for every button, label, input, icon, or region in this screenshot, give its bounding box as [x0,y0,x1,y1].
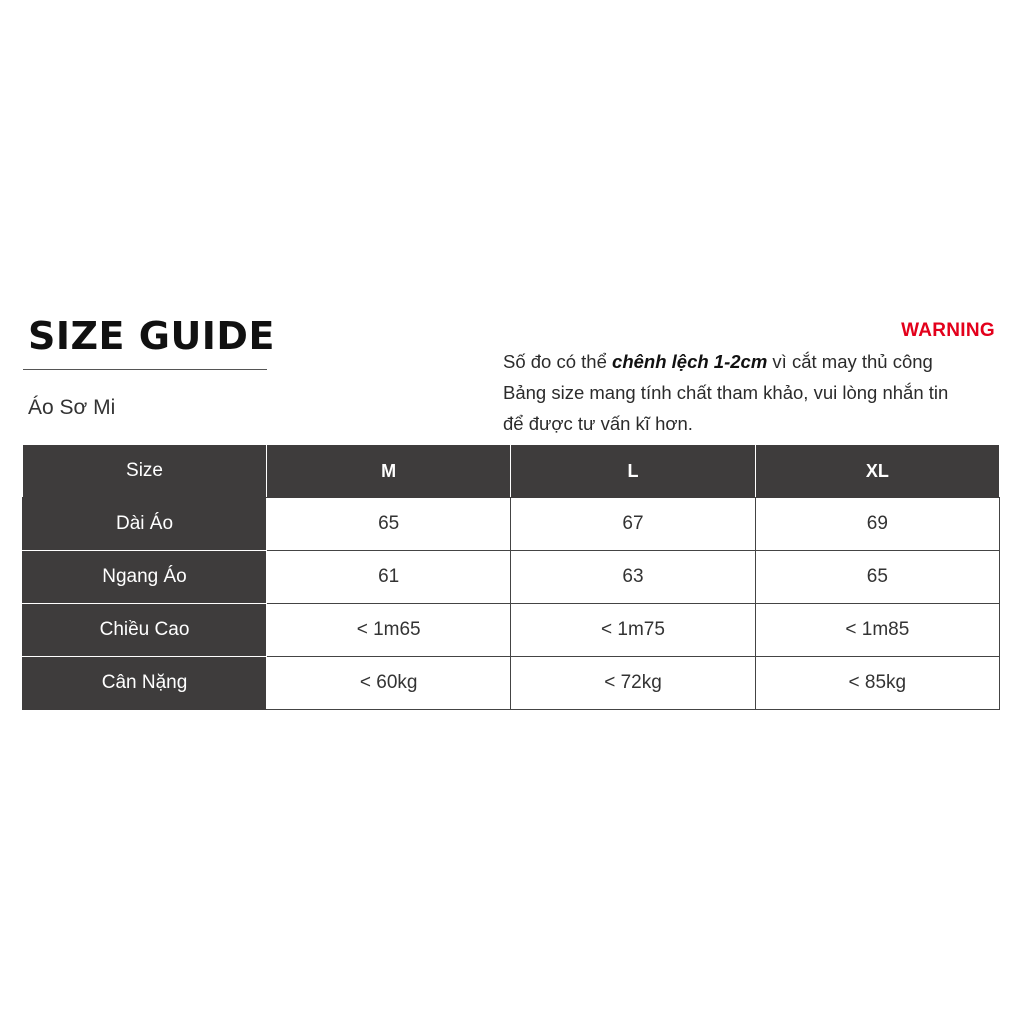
size-xl-header: XL [755,445,999,498]
warning-label: WARNING [901,320,995,341]
table-cell: < 1m65 [267,604,511,657]
size-m-header: M [267,445,511,498]
table-row [23,498,1000,551]
table-cell: < 1m85 [755,604,999,657]
table-row [23,604,1000,657]
product-name: Áo Sơ Mi [28,396,116,419]
row-label: Cân Nặng [23,657,267,710]
table-row [23,657,1000,710]
table-cell: 61 [267,551,511,604]
warning-line-3: để được tư vấn kĩ hơn. [503,413,693,434]
page-title: SIZE GUIDE [28,314,275,358]
table-cell: 63 [511,551,755,604]
row-label: Ngang Áo [23,551,267,604]
table-cell: 65 [755,551,999,604]
size-column-header: Size [23,445,267,498]
row-label: Chiều Cao [23,604,267,657]
row-label: Dài Áo [23,498,267,551]
table-cell: < 60kg [267,657,511,710]
table-cell: < 1m75 [511,604,755,657]
warning-line-1 [503,346,1003,377]
warning-line-1-start: Số đo có thể [503,351,613,372]
table-cell: 69 [755,498,999,551]
table-header-row [23,445,1000,498]
title-divider [23,369,267,370]
table-row [23,551,1000,604]
table-cell: 65 [267,498,511,551]
size-l-header: L [511,445,755,498]
warning-emphasis: chênh lệch 1-2cm [612,351,768,372]
warning-line-1-end: vì cắt may thủ công [767,351,933,372]
table-cell: 67 [511,498,755,551]
warning-block [495,318,995,344]
table-cell: < 85kg [755,657,999,710]
size-table [22,444,1000,710]
table-cell: < 72kg [511,657,755,710]
warning-line-2: Bảng size mang tính chất tham khảo, vui lòng nhắn tin [503,382,949,403]
warning-notes [503,346,1003,439]
